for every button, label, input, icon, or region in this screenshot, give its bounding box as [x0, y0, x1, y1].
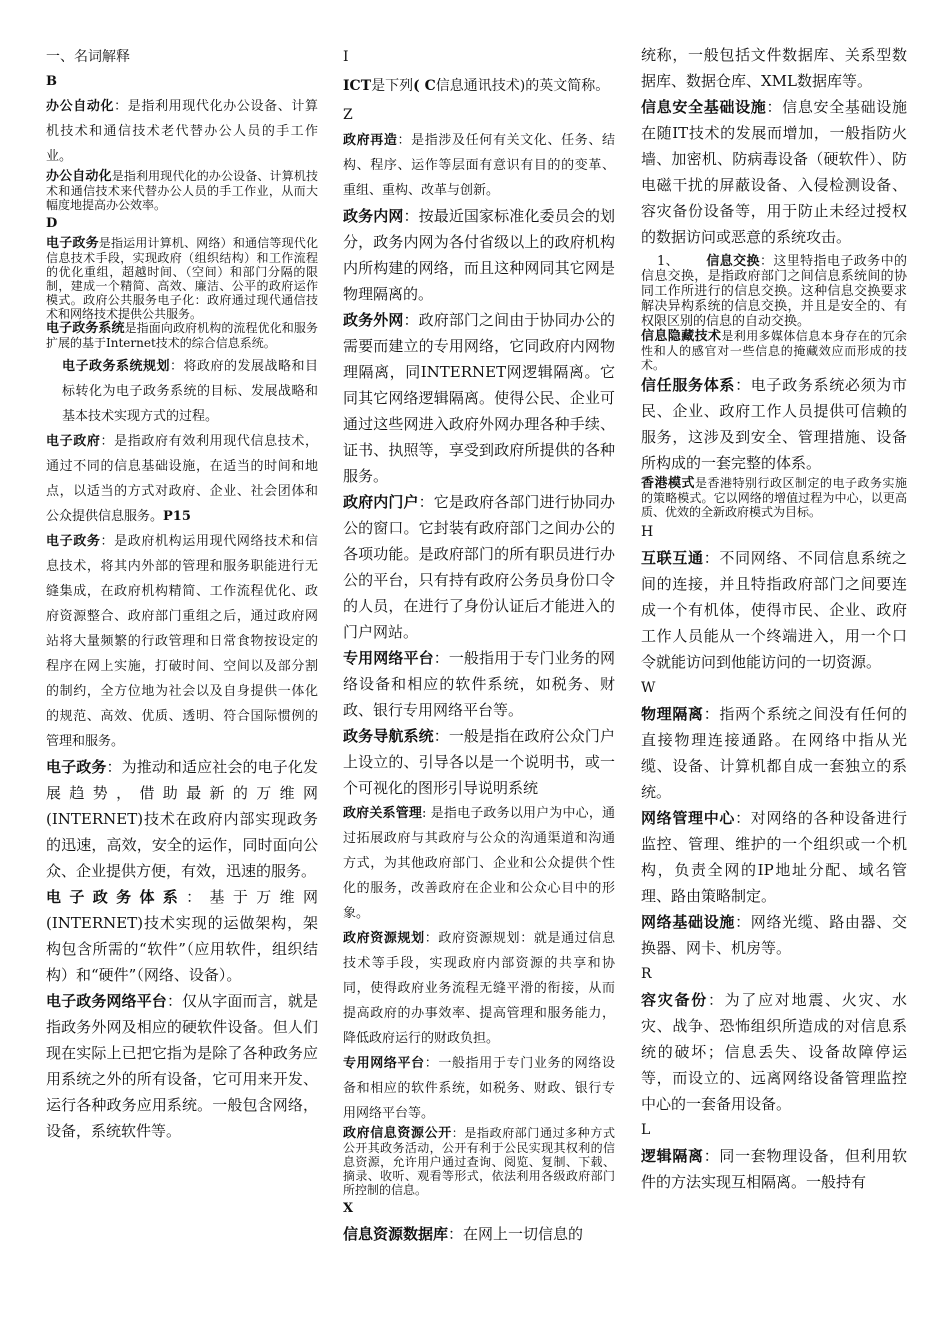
entry-term: 电子政务 [46, 758, 107, 776]
entry-term: 网络管理中心 [641, 809, 736, 827]
index-letter: W [641, 680, 656, 696]
entry-definition: ：在网上一切信息的 [448, 1225, 584, 1243]
entry-definition: ：一般是指在政府公众门户上设立的、引导各以是一个说明书，或一个可视化的图形引导说明系统 [343, 727, 615, 797]
entry-definition: ：是指政府有效利用现代信息技术，通过不同的信息基础设施，在适当的时间和地点，以适当的方式对政府、企业、社会团体和公众提供信息服务。 [46, 434, 318, 524]
entry-definition: ：基于万维网(INTERNET)技术实现的运做架构，架构包含所需的“软件”（应用软件，组织结构）和“硬件”（网络、设备）。 [46, 888, 318, 984]
entry-definition: ：是指利用现代化办公设备、计算机技术和通信技术老代替办公人员的手工作业。 [46, 99, 318, 164]
entry-term: 政务导航系统 [343, 727, 434, 745]
entry [46, 529, 318, 754]
entry-term: 香港模式 [641, 476, 695, 491]
entry-term: 专用网络平台 [343, 1056, 425, 1071]
entry-term: 电子政务网络平台 [46, 992, 167, 1010]
entry-term: 办公自动化 [46, 169, 112, 184]
entry [343, 926, 615, 1051]
entry-term: 电子政务 [46, 236, 99, 251]
entry [46, 94, 318, 169]
entry-definition: ：网络光缆、路由器、交换器、网卡、机房等。 [641, 913, 907, 957]
entry-term: 电子政务系统 [46, 321, 125, 336]
entry [46, 988, 318, 1144]
entry-term: 政务内网 [343, 207, 404, 225]
entry-term: 政务外网 [343, 311, 404, 329]
entry-term: 政府资源规划 [343, 931, 425, 946]
list-number: 1、 [657, 254, 680, 269]
section-heading: 一、名词解释 [46, 49, 130, 65]
column-3 [641, 42, 907, 1195]
entry [641, 476, 907, 519]
entry-term: 互联互通 [641, 549, 704, 567]
entry-term: 网络基础设施 [641, 913, 736, 931]
entry [46, 884, 318, 988]
index-letter: Z [343, 107, 353, 123]
entry-term: 信任服务体系 [641, 376, 736, 394]
entry-definition: ：这里特指电子政务中的信息交换，是指政府部门之间信息系统间的协同工作所进行的信息交换。这种信息交换要求解决异构系统的信息交换，并且是安全的、有权限区别的信息的自动交换。 [641, 254, 907, 329]
entry-definition: ：指两个系统之间没有任何的直接物理连接通路。在网络中指从光缆、设备、计算机都自成一套独立的系统。 [641, 705, 907, 801]
entry-term: 政府内门户 [343, 493, 419, 511]
entry-definition: 是指面向政府机构的流程优化和服务扩展的基于Internet技术的综合信息系统。 [46, 321, 318, 350]
entry [641, 805, 907, 909]
entry [641, 701, 907, 805]
entry-definition: 是香港特别行政区制定的电子政务实施的策略模式。它以网络的增值过程为中心，以更高质、优效的全新政府模式为目标。 [641, 476, 907, 519]
index-letter: D [46, 216, 58, 231]
entry-definition: ：一般指用于专门业务的网络设备和相应的软件系统，如税务、财政、银行专用网络平台等。 [343, 1056, 615, 1121]
index-letter: I [343, 49, 349, 65]
column-2 [343, 44, 615, 1247]
entry-term: 逻辑隔离 [641, 1147, 704, 1165]
entry-definition: ：是指涉及任何有关文化、任务、结构、程序、运作等层面有意识有目的的变革、重组、重构、改革与创新。 [343, 133, 615, 198]
entry [46, 236, 318, 321]
page-reference: P15 [163, 509, 191, 524]
entry-term: 物理隔离 [641, 705, 704, 723]
entry-definition: ：一般指用于专门业务的网络设备和相应的软件系统，如税务、财政、银行专用网络平台等。 [343, 649, 615, 719]
entry [641, 94, 907, 250]
entry-definition: ：将政府的发展战略和目标转化为电子政务系统的目标、发展战略和基本技术实现方式的过程。 [62, 359, 318, 424]
entry-term: 办公自动化 [46, 99, 115, 114]
entry [343, 1051, 615, 1126]
entry-definition: ：仅从字面而言，就是指政务外网及相应的硬软件设备。但人们现在实际上已把它指为是除了各种政务应用系统之外的所有设备，它可用来开发、运行各种政务应用系统。一般包含网络，设备，系统软件等。 [46, 992, 318, 1140]
entry [343, 801, 615, 926]
entry-definition: ：是指政府部门通过多种方式公开其政务活动，公开有利于公民实现其权利的信息资源，允许用户通过查询、阅览、复制、下载、摘录、收听、观看等形式，依法利用各级政府部门所控制的信息。 [343, 1126, 615, 1197]
entry-definition: 是指利用现代化的办公设备、计算机技术和通信技术来代替办公人员的手工作业，从而大幅度地提高办公效率。 [46, 169, 318, 212]
entry [46, 169, 318, 212]
entry [641, 250, 907, 329]
entry-definition: ：对网络的各种设备进行监控、管理、维护的一个组织或一个机构，负责全网的IP地址分配、域名管理、路由策略制定。 [641, 809, 907, 905]
entry [343, 489, 615, 645]
entry [343, 1126, 615, 1197]
ict-abbrev: ICT [343, 78, 372, 94]
entry-term: 容灾备份 [641, 991, 708, 1009]
entry-term: 电子政务 [46, 534, 101, 549]
entry-term: 政府再造 [343, 133, 398, 148]
entry [46, 354, 318, 429]
entry [343, 203, 615, 307]
entry [641, 987, 907, 1117]
ict-answer: ( C [413, 78, 436, 94]
entry [46, 754, 318, 884]
entry [343, 307, 615, 489]
entry-term: 信息资源数据库 [343, 1225, 449, 1243]
entry-definition: ：政府资源规划：就是通过信息技术等手段，实现政府内部资源的共享和协同，使得政府业务流程无缝平滑的衔接，从而提高政府的办事效率、提高管理和服务能力，降低政府运行的财政负担。 [343, 931, 615, 1046]
entry-term: 政府关系管理 [343, 806, 423, 821]
entry-definition: ：为了应对地震、火灾、水灾、战争、恐怖组织所造成的对信息系统的破坏；信息丢失、设备故障停运等，而设立的、远离网络设备管理监控中心的一套备用设备。 [641, 991, 907, 1113]
index-letter: R [641, 966, 652, 982]
entry-term: 信息隐藏技术 [641, 329, 722, 344]
entry [641, 909, 907, 961]
entry: ICT是下列( C信息通讯技术)的英文简称。 [343, 78, 610, 94]
entry [641, 1143, 907, 1195]
entry [641, 545, 907, 675]
entry-definition: ：是政府机构运用现代网络技术和信息技术，将其内外部的管理和服务职能进行无缝集成，在政府机构精简、工作流程优化、政府资源整合、政府部门重组之后，通过政府网站将大量频繁的行政管理和日常食物按设定的程序在网上实施，打破时间、空间以及部分割的制约，全方位地为社会以及自身提供一体化的规范、高效、优质、透明、符合国际惯例的管理和服务。 [46, 534, 318, 749]
entry-continuation: 统称，一般包括文件数据库、关系型数据库、数据仓库、XML数据库等。 [641, 46, 907, 90]
entry-definition: ：它是政府各部门进行协同办公的窗口。它封装有政府部门之间办公的各项功能。是政府部门的所有职员进行办公的平台，只有持有政府公务员身份口令的人员，在进行了身份认证后才能进入的门户网站。 [343, 493, 615, 641]
index-letter: H [641, 524, 654, 540]
index-letter: X [343, 1201, 354, 1216]
entry [343, 645, 615, 723]
entry [641, 372, 907, 476]
entry [343, 723, 615, 801]
entry-term: 电子政务系统规划 [62, 359, 170, 374]
entry-definition: ：不同网络、不同信息系统之间的连接，并且特指政府部门之间要连成一个有机体，使得市民、企业、政府工作人员能从一个终端进入，用一个口令就能访问到他能访问的一切资源。 [641, 549, 907, 671]
entry-term: 信息安全基础设施 [641, 98, 767, 116]
index-letter: L [641, 1122, 651, 1138]
entry-definition: : 是指电子政务以用户为中心，通过拓展政府与其政府与公众的沟通渠道和沟通方式，为其他政府部门、企业和公众提供个性化的服务，改善政府在企业和公众心目中的形象。 [343, 806, 615, 921]
entry-definition: ：为推动和适应社会的电子化发展趋势，借助最新的万维网(INTERNET)技术在政府内部实现政务的迅速，高效，安全的运作，同时面向公众、企业提供方便，有效，迅速的服务。 [46, 758, 318, 880]
entry-term: 信息交换 [706, 254, 760, 269]
index-letter: B [46, 74, 57, 89]
entry-term: 电子政府 [46, 434, 101, 449]
entry [46, 321, 318, 350]
entry-term: 政府信息资源公开 [343, 1126, 452, 1141]
entry-definition: 是指运用计算机、网络）和通信等现代化信息技术手段，实现政府（组织结构）和工作流程的优化重组，超越时间、（空间）和部门分隔的限制，建成一个精简、高效、廉洁、公平的政府运作模式。政府公共服务电子化：政府通过现代通信技术和网络技术提供公共服务。 [46, 236, 318, 321]
entry-definition: ：信息安全基础设施在随IT技术的发展而增加，一般指防火墙、加密机、防病毒设备（硬软件）、防电磁干扰的屏蔽设备、入侵检测设备、容灾备份设备等，用于防止未经过授权的数据访问或恶意的系统攻击。 [641, 98, 907, 246]
entry-term: 专用网络平台 [343, 649, 434, 667]
entry [343, 128, 615, 203]
entry [343, 1221, 615, 1247]
entry-definition: ：按最近国家标准化委员会的划分，政务内网为各付省级以上的政府机构内所构建的网络，而且这种网同其它网是物理隔离的。 [343, 207, 615, 303]
entry [46, 429, 318, 529]
entry-definition: ：同一套物理设备，但利用软件的方法实现互相隔离。一般持有 [641, 1147, 907, 1191]
column-1 [46, 44, 318, 1144]
entry-definition: ：政府部门之间由于协同办公的需要而建立的专用网络，它同政府内网物理隔离，同INTERNET网逻辑隔离。它同其它网络逻辑隔离。使得公民、企业可通过这些网进入政府外网办理各种手续、证书、执照等，享受到政府所提供的各种服务。 [343, 311, 615, 485]
entry [641, 329, 907, 372]
entry-definition: 是利用多媒体信息本身存在的冗余性和人的感官对一些信息的掩藏效应而形成的技术。 [641, 329, 907, 372]
entry-term: 电子政务体系 [46, 888, 187, 906]
entry-definition: ：电子政务系统必须为市民、企业、政府工作人员提供可信赖的服务，这涉及到安全、管理措施、设备所构成的一套完整的体系。 [641, 376, 907, 472]
